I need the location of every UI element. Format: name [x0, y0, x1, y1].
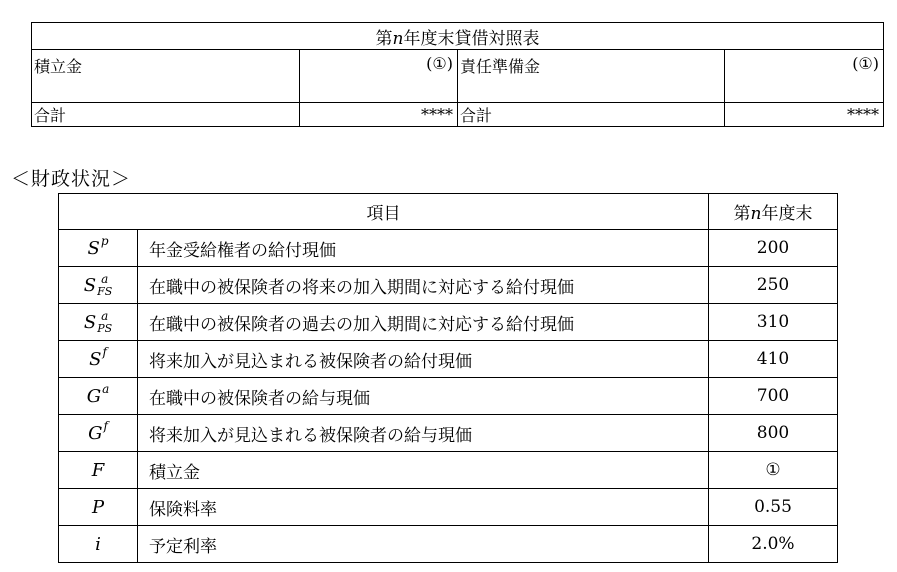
- assets-total-label: 合計: [32, 103, 300, 127]
- symbol-cell: G f: [59, 415, 138, 452]
- item-value: 250: [709, 267, 838, 304]
- item-column-header: 項目: [59, 194, 709, 230]
- assets-label: 積立金: [32, 50, 300, 103]
- table-row: [59, 526, 838, 563]
- table-row: [59, 452, 838, 489]
- item-description: 予定利率: [138, 526, 709, 563]
- liabilities-value: (①): [725, 50, 884, 103]
- table-row: [59, 267, 838, 304]
- liabilities-label: 責任準備金: [458, 50, 725, 103]
- item-value: 200: [709, 230, 838, 267]
- table-row: [59, 378, 838, 415]
- balance-sheet-title: 第n年度末貸借対照表: [32, 23, 884, 50]
- item-description: 将来加入が見込まれる被保険者の給付現価: [138, 341, 709, 378]
- symbol-cell: F: [59, 452, 138, 489]
- financial-status-table: [58, 193, 838, 563]
- table-row: [59, 489, 838, 526]
- symbol-cell: P: [59, 489, 138, 526]
- symbol-cell: S a PS: [59, 304, 138, 341]
- item-description: 将来加入が見込まれる被保険者の給与現価: [138, 415, 709, 452]
- symbol-cell: G a: [59, 378, 138, 415]
- item-value: 800: [709, 415, 838, 452]
- item-value: 700: [709, 378, 838, 415]
- item-value: 410: [709, 341, 838, 378]
- table-row: [59, 304, 838, 341]
- liabilities-total-label: 合計: [458, 103, 725, 127]
- item-description: 在職中の被保険者の将来の加入期間に対応する給付現価: [138, 267, 709, 304]
- symbol-cell: S p: [59, 230, 138, 267]
- item-description: 積立金: [138, 452, 709, 489]
- item-description: 保険料率: [138, 489, 709, 526]
- table-row: [59, 230, 838, 267]
- year-column-header: 第n年度末: [709, 194, 838, 230]
- symbol-cell: S f: [59, 341, 138, 378]
- assets-value: (①): [300, 50, 458, 103]
- item-description: 年金受給権者の給付現価: [138, 230, 709, 267]
- table-row: [59, 341, 838, 378]
- section-heading: ＜財政状況＞: [11, 168, 132, 190]
- symbol-cell: S a FS: [59, 267, 138, 304]
- item-value: 310: [709, 304, 838, 341]
- assets-total-value: ****: [300, 103, 458, 127]
- item-value: 0.55: [709, 489, 838, 526]
- liabilities-total-value: ****: [725, 103, 884, 127]
- balance-sheet-table: [31, 22, 884, 127]
- table-row: [59, 415, 838, 452]
- item-value: ①: [709, 452, 838, 489]
- item-description: 在職中の被保険者の給与現価: [138, 378, 709, 415]
- symbol-cell: i: [59, 526, 138, 563]
- item-value: 2.0%: [709, 526, 838, 563]
- item-description: 在職中の被保険者の過去の加入期間に対応する給付現価: [138, 304, 709, 341]
